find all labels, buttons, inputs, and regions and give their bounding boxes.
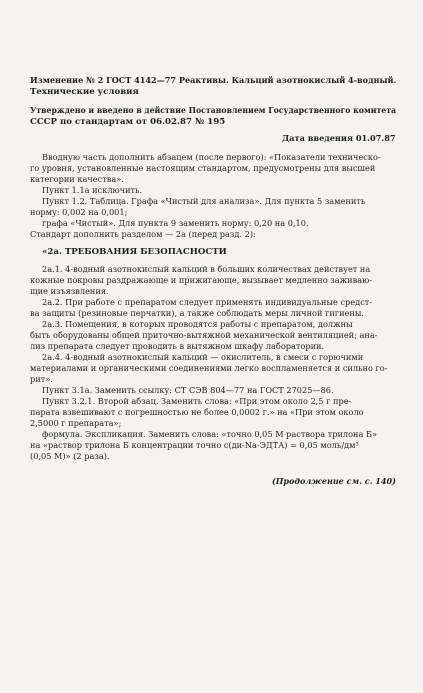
paragraph-line: Вводную часть дополнить абзацем (после первого): «Показатели техническо- — [42, 152, 381, 162]
section-line: 2а.4. 4-водный азотнокислый кальций — окислитель, в смеси с горючими — [42, 352, 364, 362]
paragraph-line: го уровня, установленные настоящим стандартом, предусмотрены для высшей — [30, 163, 376, 173]
paragraph-line: Стандарт дополнить разделом — 2а (перед разд. 2): — [30, 229, 256, 239]
section-line: Пункт 3.1а. Заменить ссылку: СТ СЭВ 804—77 на ГОСТ 27025—86. — [42, 385, 334, 395]
approval-line-2: СССР по стандартам от 06.02.87 № 195 — [30, 117, 226, 127]
paragraph-line: Пункт 1.2. Таблица. Графа «Чистый для анализа». Для пункта 5 заменить — [42, 196, 366, 206]
section-line: быть оборудованы общей приточно-вытяжной механической вентиляцией; ана- — [30, 330, 378, 340]
section-line: (0,05 М)» (2 раза). — [30, 451, 110, 461]
approval-line-1: Утверждено и введено в действие Постановлением Государственного комитета — [30, 106, 397, 116]
paragraph-line: категории качества». — [30, 174, 124, 184]
header-line-1: Изменение № 2 ГОСТ 4142—77 Реактивы. Кальций азотнокислый 4-водный. — [30, 76, 397, 86]
section-line: 2а.2. При работе с препаратом следует применять индивидуальные средст- — [42, 297, 373, 307]
continuation-note: (Продолжение см. с. 140) — [272, 476, 396, 486]
section-line: парата взвешивают с погрешностью не более 0,0002 г.» на «При этом около — [30, 407, 364, 417]
header-line-2: Технические условия — [30, 87, 139, 97]
section-line: лиз препарата следует проводить в вытяжном шкафу лаборатории. — [30, 341, 325, 351]
effective-date: Дата введения 01.07.87 — [282, 134, 396, 144]
section-line: кожные покровы раздражающе и прижигающе, вызывает медленно заживаю- — [30, 275, 372, 285]
section-line: на «раствор трилона Б концентрации точно c(ди-Na-ЭДТА) = 0,05 моль/дм³ — [30, 440, 359, 450]
paragraph-line: графа «Чистый». Для пункта 9 заменить норму: 0,20 на 0,10. — [42, 218, 309, 228]
section-line: щие изъязвления. — [30, 286, 109, 296]
section-line: Пункт 3.2.1. Второй абзац. Заменить слова: «При этом около 2,5 г пре- — [42, 396, 352, 406]
paragraph-line: Пункт 1.1а исключить. — [42, 185, 143, 195]
section-line: 2а.1. 4-водный азотнокислый кальций в больших количествах действует на — [42, 264, 371, 274]
section-line: формула. Экспликация. Заменить слова: «точно 0,05 М раствора трилона Б» — [42, 429, 378, 439]
section-line: материалами и органическими соединениями легко воспламеняется и сильно го- — [30, 363, 388, 373]
section-line: рит». — [30, 374, 53, 384]
paragraph-line: норму: 0,002 на 0,001; — [30, 207, 128, 217]
section-line: ва защиты (резиновые перчатки), а также соблюдать меры личной гигиены. — [30, 308, 364, 318]
section-line: 2,5000 г препарата»; — [30, 418, 122, 428]
section-line: 2а.3. Помещения, в которых проводятся работы с препаратом, должны — [42, 319, 353, 329]
section-title: «2а. ТРЕБОВАНИЯ БЕЗОПАСНОСТИ — [42, 247, 227, 257]
